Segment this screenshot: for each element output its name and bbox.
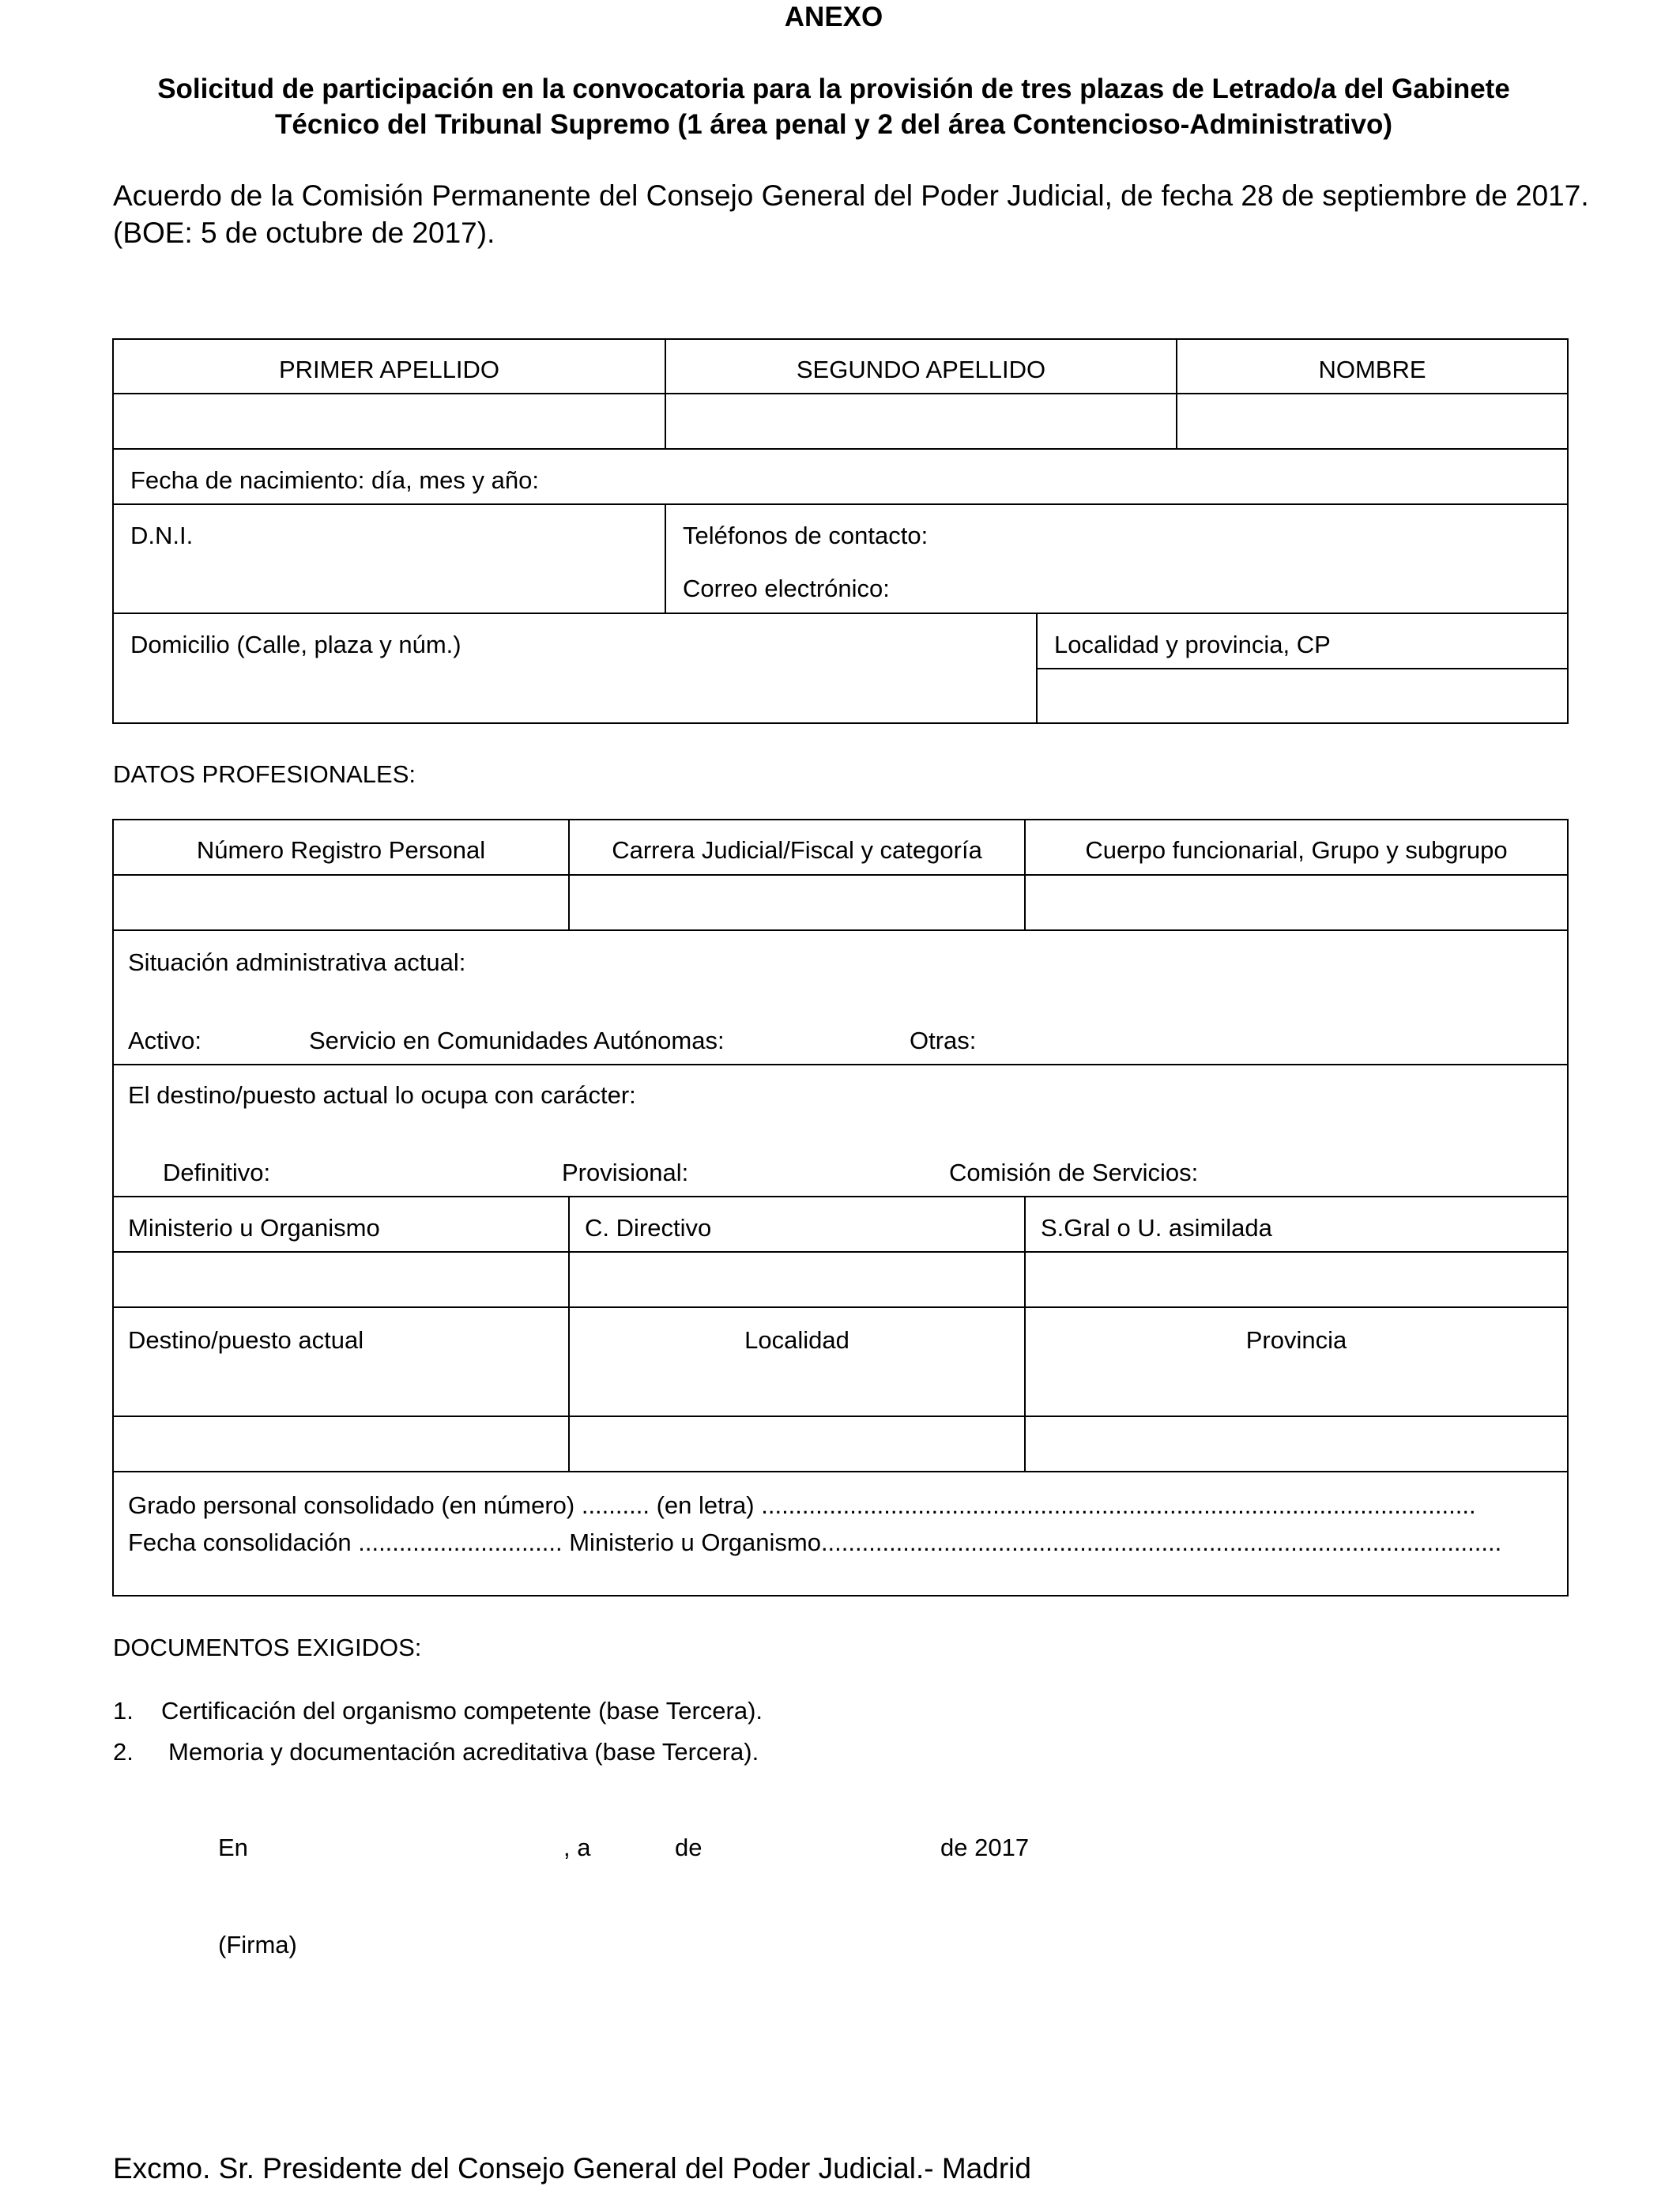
consolidation-date-line: Fecha consolidación .............................. Ministerio u Organismo.................................................................................................... [128,1529,1502,1556]
header-first-surname: PRIMER APELLIDO [278,356,500,383]
email-label: Correo electrónico: [683,575,890,602]
intro-line1: Acuerdo de la Comisión Permanente del Consejo General del Poder Judicial, de fecha 28 de septiembre de 2017. [113,179,1589,212]
directive-field[interactable] [570,1253,1024,1306]
signature-place-label: En [218,1834,248,1861]
name-field[interactable] [1177,394,1567,448]
current-post-label: Destino/puesto actual [128,1326,364,1354]
header-name: NOMBRE [1318,356,1426,383]
registry-number-field[interactable] [114,876,568,929]
post-province-label: Provincia [1245,1326,1347,1354]
post-character-label: El destino/puesto actual lo ocupa con carácter: [128,1081,636,1109]
intro-line2: (BOE: 5 de octubre de 2017). [113,217,495,249]
current-post-field[interactable] [114,1417,568,1471]
header-second-surname: SEGUNDO APELLIDO [796,356,1046,383]
signature-day-label: , a [563,1834,591,1861]
post-locality-label: Localidad [744,1326,849,1354]
required-documents-heading: DOCUMENTOS EXIGIDOS: [113,1634,422,1661]
locality-label: Localidad y provincia, CP [1054,631,1331,658]
document-item-1-number: 1. [113,1697,134,1725]
consolidated-grade-line: Grado personal consolidado (en número) .......... (en letra) ......................................................................................................... [128,1491,1476,1519]
sgral-field[interactable] [1026,1253,1567,1306]
directive-label: C. Directivo [585,1214,712,1242]
dni-label: D.N.I. [130,522,194,549]
ministry-label: Ministerio u Organismo [128,1214,380,1242]
active-option: Activo: [128,1027,202,1054]
document-item-2-text: Memoria y documentación acreditativa (base Tercera). [168,1738,759,1766]
ministry-field[interactable] [114,1253,568,1306]
document-item-1-text: Certificación del organismo competente (base Tercera). [161,1697,763,1725]
civil-service-body-field[interactable] [1026,876,1567,929]
signature-month-label: de [675,1834,703,1861]
professional-data-heading: DATOS PROFESIONALES: [113,760,416,788]
address-label: Domicilio (Calle, plaza y núm.) [130,631,461,658]
first-surname-field[interactable] [114,394,665,448]
others-option: Otras: [910,1027,977,1054]
second-surname-field[interactable] [666,394,1176,448]
post-locality-field[interactable] [570,1417,1024,1471]
addressee-footer: Excmo. Sr. Presidente del Consejo General del Poder Judicial.- Madrid [113,2152,1031,2185]
phones-label: Teléfonos de contacto: [683,522,929,549]
definitive-option: Definitivo: [163,1159,271,1186]
signature-year-label: de 2017 [940,1834,1030,1861]
career-category-field[interactable] [570,876,1024,929]
sgral-label: S.Gral o U. asimilada [1041,1214,1272,1242]
header-civil-service-body: Cuerpo funcionarial, Grupo y subgrupo [1085,836,1508,864]
annex-title: ANEXO [784,2,883,32]
commission-option: Comisión de Servicios: [949,1159,1199,1186]
document-item-2-number: 2. [113,1738,134,1766]
provisional-option: Provisional: [562,1159,689,1186]
birth-date-label: Fecha de nacimiento: día, mes y año: [130,466,539,494]
header-career-category: Carrera Judicial/Fiscal y categoría [612,836,982,864]
post-province-field[interactable] [1026,1417,1567,1471]
signature-label: (Firma) [218,1931,297,1958]
admin-situation-label: Situación administrativa actual: [128,948,466,976]
header-registry-number: Número Registro Personal [196,836,486,864]
page-title-line1: Solicitud de participación en la convocatoria para la provisión de tres plazas de Letrado/a del Gabinete [157,74,1510,104]
autonomous-service-option: Servicio en Comunidades Autónomas: [309,1027,725,1054]
page-title-line2: Técnico del Tribunal Supremo (1 área penal y 2 del área Contencioso-Administrativo) [275,109,1392,140]
